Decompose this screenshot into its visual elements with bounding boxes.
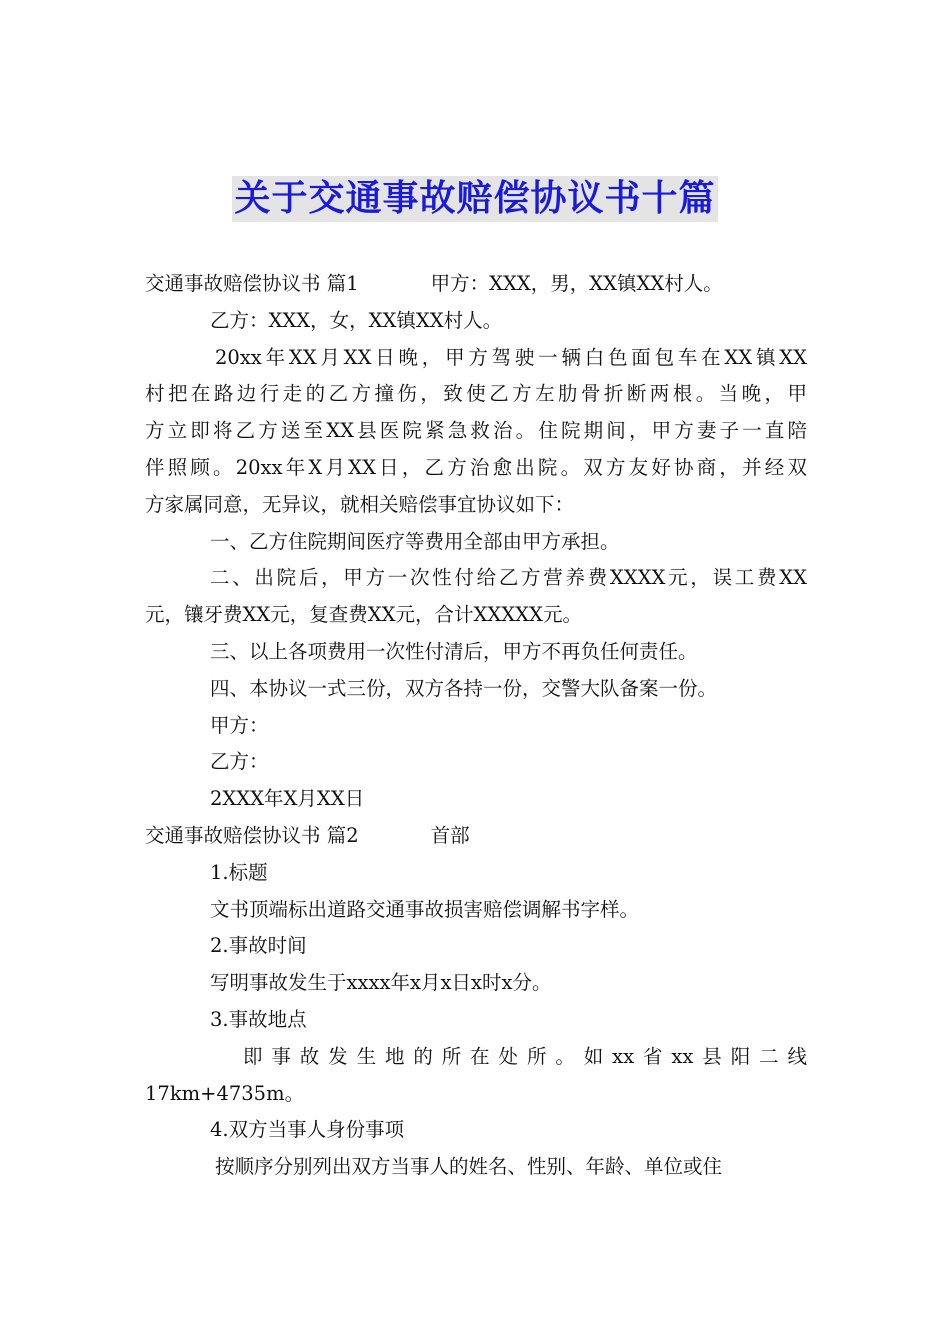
- paragraph-line: 按顺序分别列出双方当事人的姓名、性别、年龄、单位或住: [215, 1155, 723, 1179]
- title-wrap: [0, 176, 950, 222]
- paragraph-line: 17km+4735m。: [145, 1081, 305, 1105]
- signature-label: 甲方：: [210, 713, 269, 737]
- subheading: 2.事故时间: [210, 934, 307, 958]
- subheading: 3.事故地点: [210, 1007, 307, 1031]
- paragraph-line: 方立即将乙方送至XX县医院紧急救治。住院期间，甲方妻子一直陪: [145, 419, 807, 443]
- paragraph-line: 元，镶牙费XX元，复查费XX元，合计XXXXX元。: [145, 603, 582, 627]
- subheading: 4.双方当事人身份事项: [210, 1118, 405, 1142]
- paragraph-line: 一、乙方住院期间医疗等费用全部由甲方承担。: [210, 529, 620, 553]
- text-run: 首部: [430, 823, 470, 847]
- paragraph-line: 乙方：XXX，女，XX镇XX村人。: [210, 308, 503, 332]
- paragraph-line: 写明事故发生于xxxx年x月x日x时x分。: [210, 971, 552, 995]
- date-line: 2XXX年X月XX日: [210, 787, 365, 811]
- paragraph-line: 方家属同意，无异议，就相关赔偿事宜协议如下：: [145, 492, 575, 516]
- paragraph-line: 二、出院后，甲方一次性付给乙方营养费XXXX元，误工费XX: [210, 566, 807, 590]
- paragraph-line: 文书顶端标出道路交通事故损害赔偿调解书字样。: [210, 897, 640, 921]
- signature-label: 乙方：: [210, 750, 269, 774]
- paragraph-line: 三、以上各项费用一次性付清后，甲方不再负任何责任。: [210, 639, 698, 663]
- document-title: 关于交通事故赔偿协议书十篇: [232, 176, 717, 222]
- paragraph-line: [145, 266, 807, 303]
- paragraph-line: [145, 818, 807, 855]
- paragraph-line: 村把在路边行走的乙方撞伤，致使乙方左肋骨折断两根。当晚，甲: [145, 382, 807, 406]
- document-body: [145, 266, 807, 1186]
- subheading: 1.标题: [210, 860, 268, 884]
- paragraph-line: 四、本协议一式三份，双方各持一份，交警大队备案一份。: [210, 676, 718, 700]
- paragraph-line: 20xx年XX月XX日晚，甲方驾驶一辆白色面包车在XX镇XX: [215, 345, 807, 369]
- paragraph-line: 伴照顾。20xx年X月XX日，乙方治愈出院。双方友好协商，并经双: [145, 455, 807, 479]
- section-heading: 交通事故赔偿协议书 篇2: [145, 823, 359, 847]
- section-heading: 交通事故赔偿协议书 篇1: [145, 272, 359, 295]
- text-run: 甲方：XXX，男，XX镇XX村人。: [430, 272, 723, 295]
- paragraph-line: 即事故发生地的所在处所。如xx省xx县阳二线: [243, 1044, 807, 1068]
